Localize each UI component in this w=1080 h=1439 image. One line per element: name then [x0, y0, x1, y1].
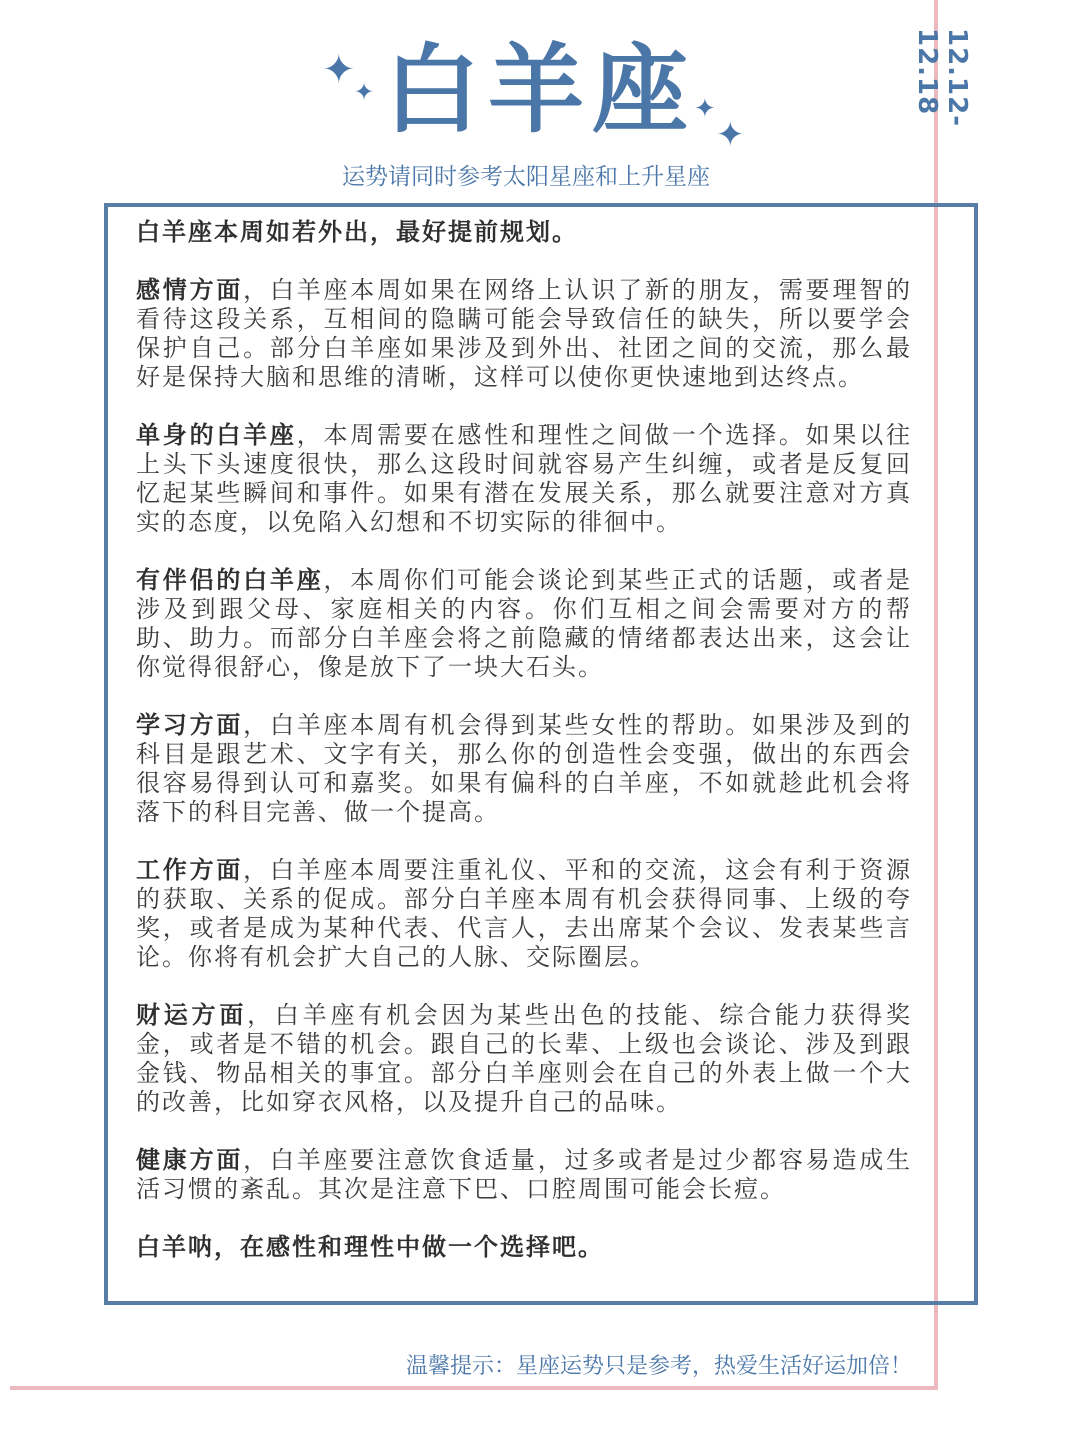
- horoscope-content: [136, 218, 912, 1262]
- section-text: ，本周你们可能会谈论到某些正式的话题，或者是涉及到跟父母、家庭相关的内容。你们互相之间会需要对方的帮助、助力。而部分白羊座会将之前隐藏的情绪都表达出来，这会让你觉得很舒心，像是放下了一块大石头。: [136, 566, 912, 681]
- sparkle-icon: ✦: [322, 47, 356, 93]
- section-text: ，白羊座本周有机会得到某些女性的帮助。如果涉及到的科目是跟艺术、文字有关，那么你的创造性会变强，做出的东西会很容易得到认可和嘉奖。如果有偏科的白羊座，不如就趁此机会将落下的科目完善、做一个提高。: [136, 711, 913, 826]
- section-text: ，白羊座本周要注重礼仪、平和的交流，这会有利于资源的获取、关系的促成。部分白羊座本周有机会获得同事、上级的夸奖，或者是成为某种代表、代言人，去出席某个会议、发表某些言论。你将有机会扩大自己的人脉、交际圈层。: [136, 856, 913, 971]
- page-title: 白羊座: [384, 34, 696, 146]
- section-label: 财运方面: [136, 1001, 248, 1029]
- footer-tip: 温馨提示：星座运势只是参考，热爱生活好运加倍！: [405, 1354, 912, 1379]
- section-label: 健康方面: [136, 1146, 244, 1174]
- section-label: 感情方面: [136, 276, 244, 304]
- section-text: ，白羊座要注意饮食适量，过多或者是过少都容易造成生活习惯的紊乱。其次是注意下巴、口腔周围可能会长痘。: [136, 1146, 913, 1203]
- section-label: 单身的白羊座: [136, 421, 297, 449]
- sparkle-icon: ✦: [694, 94, 716, 124]
- section-text: ，白羊座本周如果在网络上认识了新的朋友，需要理智的看待这段关系，互相间的隐瞒可能会导致信任的缺失，所以要学会保护自己。部分白羊座如果涉及到外出、社团之间的交流，那么最好是保持大脑和思维的清晰，这样可以使你更快速地到达终点。: [136, 276, 913, 391]
- section-partner: [136, 566, 912, 682]
- section-wealth: [136, 1001, 912, 1117]
- section-label: 学习方面: [136, 711, 244, 739]
- section-text: ，白羊座有机会因为某些出色的技能、综合能力获得奖金，或者是不错的机会。跟自己的长辈、上级也会谈论、涉及到跟金钱、物品相关的事宜。部分白羊座则会在自己的外表上做一个大的改善，比如穿衣风格，以及提升自己的品味。: [136, 1001, 913, 1116]
- section-label: 有伴侣的白羊座: [136, 566, 324, 594]
- sparkle-icon: ✦: [716, 115, 745, 155]
- pink-horizontal-line: [10, 1386, 938, 1390]
- section-love: [136, 276, 912, 392]
- section-health: [136, 1146, 912, 1204]
- section-work: [136, 856, 912, 972]
- section-study: [136, 711, 912, 827]
- sparkle-icon: ✦: [354, 78, 375, 106]
- section-text: ，本周需要在感性和理性之间做一个选择。如果以往上头下头速度很快，那么这段时间就容易产生纠缠，或者是反复回忆起某些瞬间和事件。如果有潜在发展关系，那么就要注意对方真实的态度，以免陷入幻想和不切实际的徘徊中。: [136, 421, 913, 536]
- section-single: [136, 421, 912, 537]
- date-range: 12.12-12.18: [912, 28, 972, 128]
- intro-paragraph: 白羊座本周如若外出，最好提前规划。: [136, 218, 578, 246]
- subtitle: 运势请同时参考太阳星座和上升星座: [342, 164, 710, 190]
- section-label: 工作方面: [136, 856, 244, 884]
- closing-paragraph: 白羊呐，在感性和理性中做一个选择吧。: [136, 1233, 604, 1261]
